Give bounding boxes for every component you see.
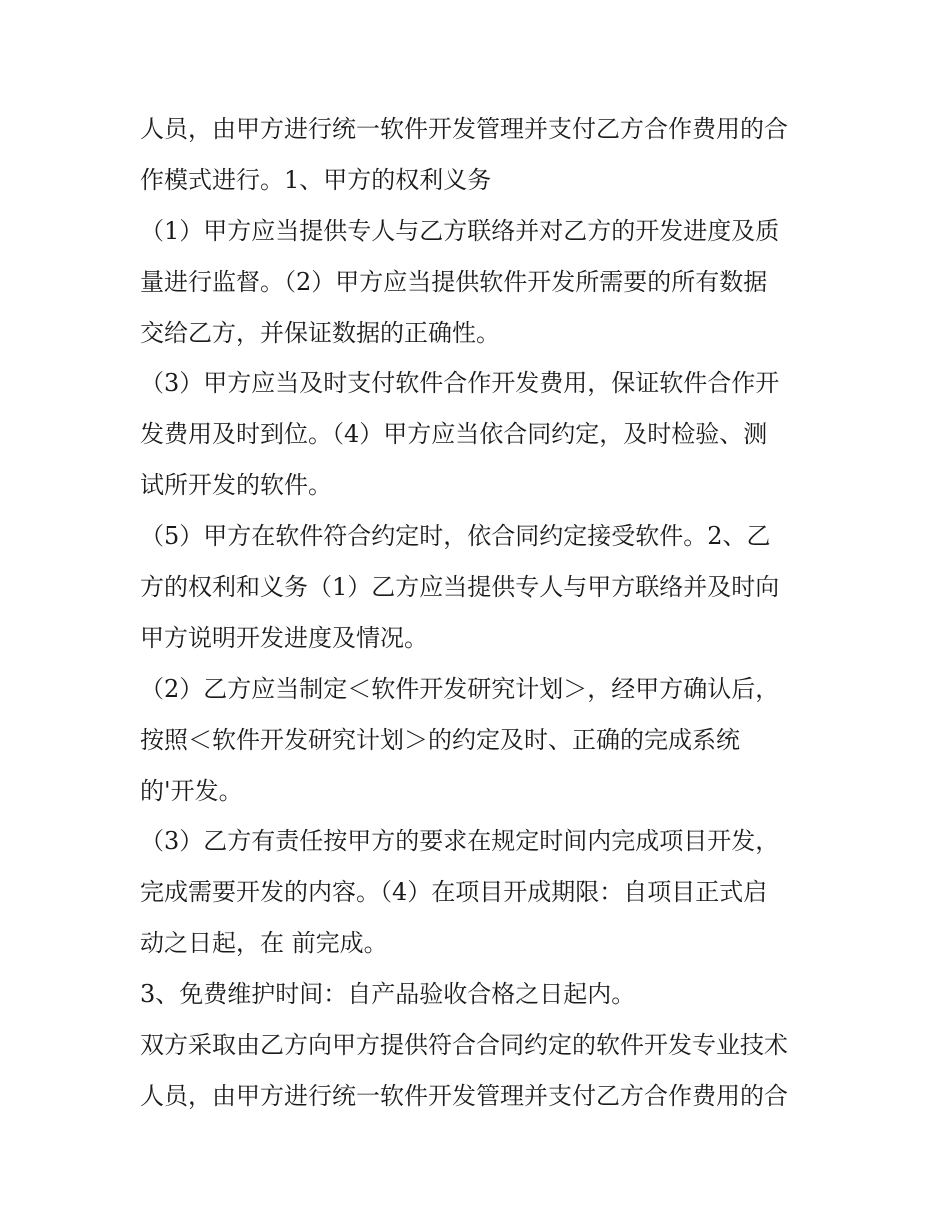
text-line: （5）甲方在软件符合约定时，依合同约定接受软件。2、乙 [140, 522, 771, 551]
document-body [140, 104, 830, 1122]
text-line: 量进行监督。（2）甲方应当提供软件开发所需要的所有数据 [140, 267, 768, 296]
text-line: 的'开发。 [140, 776, 243, 805]
text-line: 3、免费维护时间：自产品验收合格之日起内。 [140, 980, 636, 1009]
text-line: 作模式进行。1、甲方的权利义务 [140, 165, 492, 194]
text-line: 人员，由甲方进行统一软件开发管理并支付乙方合作费用的合 [140, 1081, 788, 1110]
text-line: 人员，由甲方进行统一软件开发管理并支付乙方合作费用的合 [140, 115, 788, 143]
text-line: （3）甲方应当及时支付软件合作开发费用，保证软件合作开 [140, 369, 780, 398]
text-line: （2）乙方应当制定＜软件开发研究计划＞，经甲方确认后， [140, 674, 780, 703]
text-line: 双方采取由乙方向甲方提供符合合同约定的软件开发专业技术 [140, 1031, 788, 1060]
text-line: （3）乙方有责任按甲方的要求在规定时间内完成项目开发， [140, 827, 780, 856]
text-line: 动之日起，在 前完成。 [140, 929, 388, 958]
text-line: （1）甲方应当提供专人与乙方联络并对乙方的开发进度及质 [140, 216, 780, 245]
text-line: 发费用及时到位。（4）甲方应当依合同约定，及时检验、测 [140, 420, 768, 449]
text-line: 完成需要开发的内容。（4）在项目开成期限：自项目正式启 [140, 878, 768, 907]
text-line: 试所开发的软件。 [140, 471, 332, 500]
text-line: 交给乙方，并保证数据的正确性。 [140, 318, 500, 347]
text-line: 方的权利和义务（1）乙方应当提供专人与甲方联络并及时向 [140, 573, 780, 602]
text-line: 按照＜软件开发研究计划＞的约定及时、正确的完成系统 [140, 725, 740, 754]
text-line: 甲方说明开发进度及情况。 [140, 623, 428, 652]
